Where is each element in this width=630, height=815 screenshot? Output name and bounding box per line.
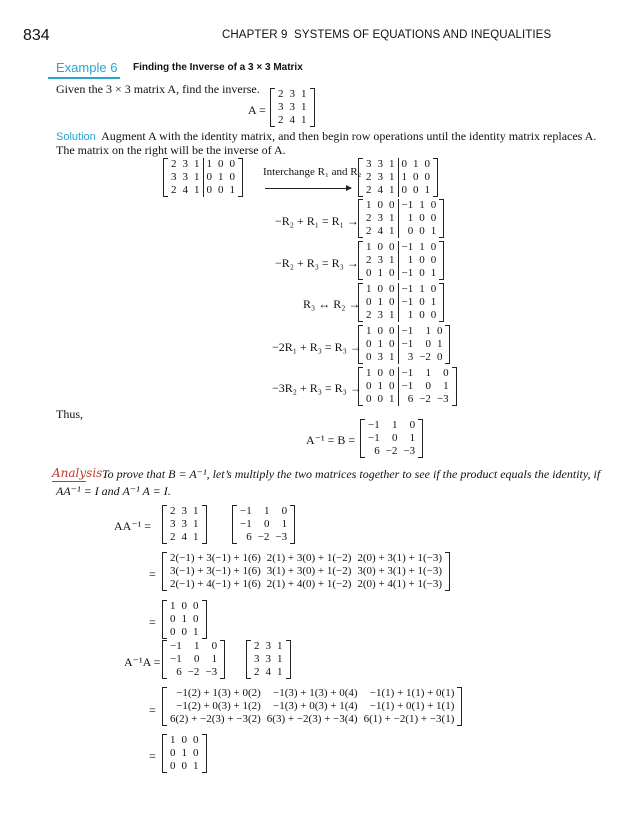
matrix-cell: 1 [419, 199, 425, 211]
matrix-cell: 0 [366, 380, 372, 392]
product-matrix-1 [162, 552, 450, 591]
matrix-cell: 1 [430, 225, 437, 237]
analysis-label: Analysis [52, 466, 103, 480]
matrix-cell: 0 [170, 613, 176, 625]
matrix-cell: 0 [419, 254, 425, 266]
eq-2: = [149, 615, 156, 629]
matrix-cell: 0 [389, 241, 395, 253]
matrix-cell: 1 [377, 338, 383, 350]
matrix-cell: 1 [193, 505, 199, 517]
augmented-matrix-3 [358, 241, 444, 280]
matrix-cell: 1 [301, 114, 307, 126]
matrix-cell: 1 [391, 419, 398, 431]
matrix-cell: 2(−1) + 3(−1) + 1(6) [170, 552, 261, 564]
matrix-cell: 1 [193, 531, 199, 543]
matrix-cell: 0 [193, 653, 200, 665]
matrix-cell: 1 [436, 338, 443, 350]
matrix-cell: 1 [193, 626, 199, 638]
matrix-cell: 1 [398, 254, 416, 267]
matrix-cell: −1(3) + 0(3) + 1(4) [273, 700, 358, 712]
matrix-a-2 [162, 505, 207, 544]
eq-1: = [149, 567, 156, 581]
matrix-cell: 0 [170, 626, 176, 638]
matrix-cell: −3 [205, 666, 218, 678]
matrix-cell: 1 [170, 734, 176, 746]
op-4: −2R₁ + R₃ = R₃ → [272, 340, 362, 354]
matrix-cell: 1 [366, 367, 372, 379]
matrix-cell: 1 [366, 325, 372, 337]
matrix-cell: 2 [366, 171, 372, 183]
matrix-cell: −2 [187, 666, 200, 678]
matrix-cell: 0 [181, 626, 187, 638]
matrix-cell: 2(1) + 4(0) + 1(−2) [266, 578, 352, 590]
matrix-cell: 1 [194, 184, 200, 196]
matrix-cell: 0 [366, 393, 372, 405]
matrix-cell: −1 [398, 283, 416, 296]
matrix-cell: 0 [430, 309, 437, 321]
matrix-cell: −1 [398, 338, 416, 351]
op-3: R₃ ↔ R₂ → [303, 297, 361, 311]
matrix-cell: 0 [211, 640, 218, 652]
matrix-cell: 1 [419, 283, 425, 295]
matrix-cell: 3 [265, 653, 271, 665]
matrix-cell: 0 [436, 351, 443, 363]
matrix-cell: 3 [181, 505, 187, 517]
matrix-cell: 4 [265, 666, 271, 678]
matrix-cell: 1 [229, 184, 235, 196]
matrix-cell: 1 [170, 600, 176, 612]
ainva-label: A⁻¹A = [124, 655, 161, 669]
matrix-cell: 0 [229, 158, 235, 170]
matrix-cell: 1 [409, 432, 416, 444]
matrix-cell: −1 [398, 325, 416, 338]
matrix-cell: −1 [368, 419, 380, 431]
matrix-cell: 1 [281, 518, 288, 530]
matrix-b-3 [162, 640, 225, 679]
matrix-cell: 0 [218, 184, 224, 196]
matrix-cell: 3 [181, 518, 187, 530]
matrix-cell: 1 [193, 760, 199, 772]
matrix-cell: 6 [176, 666, 182, 678]
eq-3: = [149, 703, 156, 717]
augmented-matrix-2 [358, 199, 444, 238]
matrix-cell: 1 [301, 88, 307, 100]
matrix-cell: 0 [377, 325, 383, 337]
matrix-cell: 3 [182, 171, 188, 183]
matrix-cell: 6 [246, 531, 252, 543]
matrix-cell: 0 [430, 241, 437, 253]
matrix-cell: 0 [170, 747, 176, 759]
matrix-cell: 4 [377, 184, 383, 196]
matrix-cell: 1 [218, 171, 224, 183]
matrix-cell: 1 [194, 171, 200, 183]
matrix-cell: −1 [398, 267, 416, 280]
matrix-cell: 2(0) + 4(1) + 1(−3) [357, 578, 442, 590]
matrix-cell: 0 [181, 600, 187, 612]
matrix-cell: 1 [389, 254, 395, 266]
arrow [265, 188, 351, 189]
matrix-cell: −2 [385, 445, 398, 457]
matrix-cell: 0 [193, 613, 199, 625]
matrix-cell: 3 [278, 101, 284, 113]
matrix-cell: −1(2) + 0(3) + 1(2) [176, 700, 261, 712]
thus-text: Thus, [56, 407, 83, 421]
matrix-cell: 1 [425, 325, 431, 337]
matrix-cell: 3 [170, 518, 176, 530]
solution-label: Solution [56, 131, 96, 143]
matrix-a-3 [246, 640, 291, 679]
matrix-cell: 0 [409, 419, 416, 431]
matrix-cell: 0 [389, 296, 395, 308]
matrix-cell: 3(−1) + 3(−1) + 1(6) [170, 565, 261, 577]
matrix-cell: −1 [240, 505, 252, 517]
matrix-cell: 1 [389, 309, 395, 321]
matrix-cell: 2 [366, 212, 372, 224]
matrix-cell: 3 [289, 101, 295, 113]
matrix-cell: 0 [413, 184, 419, 196]
matrix-cell: −1(2) + 1(3) + 0(2) [176, 687, 261, 699]
matrix-cell: −2 [419, 393, 431, 405]
matrix-cell: 3 [377, 254, 383, 266]
matrix-cell: 0 [419, 309, 425, 321]
matrix-cell: 2 [278, 88, 284, 100]
matrix-cell: 6 [374, 445, 380, 457]
matrix-cell: 0 [263, 518, 270, 530]
matrix-cell: −1(1) + 0(1) + 1(1) [369, 700, 455, 712]
matrix-cell: 0 [425, 380, 431, 392]
analysis-underline [52, 481, 86, 482]
matrix-cell: 3 [254, 653, 260, 665]
chapter-label: CHAPTER 9 [222, 29, 288, 41]
matrix-cell: 0 [377, 393, 383, 405]
matrix-cell: −1(1) + 1(1) + 0(1) [369, 687, 455, 699]
matrix-cell: 0 [389, 380, 395, 392]
matrix-cell: 0 [398, 184, 410, 197]
op-2: −R₂ + R₃ = R₃ → [275, 256, 359, 270]
matrix-cell: −1 [170, 653, 182, 665]
solution-text1: Augment A with the identity matrix, and then begin row operations until the identity matrix replaces A. [101, 129, 597, 143]
matrix-cell: 1 [389, 351, 395, 363]
aainv-label: AA⁻¹ = [114, 519, 152, 533]
matrix-cell: 0 [377, 199, 383, 211]
matrix-cell: 1 [193, 518, 199, 530]
matrix-cell: 2 [366, 309, 372, 321]
matrix-cell: 0 [430, 254, 437, 266]
matrix-cell: 0 [391, 432, 398, 444]
matrix-cell: −1(3) + 1(3) + 0(4) [273, 687, 358, 699]
matrix-cell: 1 [389, 158, 395, 170]
example-underline [48, 77, 120, 79]
matrix-cell: 1 [413, 158, 419, 170]
augmented-matrix-0 [163, 158, 243, 197]
matrix-cell: 2 [170, 531, 176, 543]
matrix-cell: −1 [398, 199, 416, 212]
matrix-cell: 2 [366, 225, 372, 237]
matrix-cell: 0 [389, 338, 395, 350]
matrix-cell: 3 [182, 158, 188, 170]
matrix-cell: 1 [389, 184, 395, 196]
matrix-cell: 2(−1) + 4(−1) + 1(6) [170, 578, 261, 590]
matrix-cell: 3 [398, 351, 416, 364]
matrix-cell: 0 [389, 267, 395, 279]
matrix-cell: 1 [366, 241, 372, 253]
matrix-cell: 1 [389, 212, 395, 224]
matrix-cell: 2 [366, 184, 372, 196]
matrix-cell: 6 [398, 393, 416, 406]
matrix-cell: 1 [377, 380, 383, 392]
matrix-cell: 0 [430, 212, 437, 224]
matrix-cell: 2 [254, 640, 260, 652]
matrix-cell: 0 [389, 199, 395, 211]
augmented-matrix-1 [358, 158, 438, 197]
matrix-cell: 0 [389, 283, 395, 295]
matrix-cell: 0 [419, 225, 425, 237]
matrix-cell: 6(2) + −2(3) + −3(2) [170, 713, 261, 725]
matrix-cell: 0 [377, 283, 383, 295]
matrix-cell: −3 [275, 531, 288, 543]
matrix-cell: 1 [430, 267, 437, 279]
matrix-cell: 0 [443, 367, 449, 379]
matrix-cell: −1 [170, 640, 182, 652]
matrix-cell: 1 [389, 171, 395, 183]
analysis-text2: AA⁻¹ = I and A⁻¹ A = I. [56, 484, 171, 498]
matrix-cell: 1 [194, 158, 200, 170]
matrix-cell: 0 [389, 367, 395, 379]
matrix-cell: 2(0) + 3(1) + 1(−3) [357, 552, 442, 564]
matrix-cell: 0 [203, 171, 215, 184]
matrix-cell: 3 [377, 212, 383, 224]
matrix-cell: 0 [419, 267, 425, 279]
matrix-cell: 1 [277, 640, 283, 652]
augmented-matrix-5 [358, 325, 450, 364]
matrix-cell: 0 [281, 505, 288, 517]
identity-matrix-2 [162, 734, 207, 773]
matrix-cell: 3 [377, 158, 383, 170]
matrix-cell: 0 [203, 184, 215, 197]
matrix-cell: 2(1) + 3(0) + 1(−2) [266, 552, 352, 564]
matrix-cell: −1 [398, 367, 416, 380]
matrix-cell: 3(0) + 3(1) + 1(−3) [357, 565, 442, 577]
matrix-cell: 1 [398, 212, 416, 225]
matrix-cell: −3 [403, 445, 416, 457]
page-number: 834 [23, 27, 50, 44]
matrix-cell: 0 [377, 367, 383, 379]
matrix-cell: 0 [218, 158, 224, 170]
matrix-cell: −1 [398, 241, 416, 254]
a-label: A = [248, 103, 266, 117]
matrix-cell: 0 [181, 734, 187, 746]
matrix-cell: 0 [430, 283, 437, 295]
matrix-cell: 4 [182, 184, 188, 196]
matrix-cell: 0 [389, 325, 395, 337]
matrix-b-2 [232, 505, 295, 544]
matrix-cell: 0 [366, 267, 372, 279]
matrix-cell: 0 [398, 225, 416, 238]
matrix-cell: 0 [193, 747, 199, 759]
analysis-text1: To prove that B = A⁻¹, let’s multiply the two matrices together to see if the product equals the identity, if [102, 467, 601, 481]
matrix-cell: 0 [193, 734, 199, 746]
matrix-cell: 0 [419, 212, 425, 224]
matrix-cell: 1 [193, 640, 200, 652]
op-5: −3R₂ + R₃ = R₃ → [272, 381, 362, 395]
matrix-cell: 1 [430, 296, 437, 308]
matrix-cell: 1 [398, 171, 410, 184]
product-matrix-2 [162, 687, 462, 726]
chapter-header [222, 29, 551, 41]
matrix-cell: 0 [181, 760, 187, 772]
matrix-cell: 0 [366, 338, 372, 350]
matrix-cell: 4 [377, 225, 383, 237]
matrix-cell: 4 [289, 114, 295, 126]
matrix-cell: 2 [171, 184, 177, 196]
matrix-cell: 1 [398, 309, 416, 322]
example-title: Finding the Inverse of a 3 × 3 Matrix [133, 62, 303, 73]
matrix-cell: 1 [203, 158, 215, 171]
matrix-cell: 2 [278, 114, 284, 126]
matrix-cell: −2 [419, 351, 431, 363]
matrix-cell: 1 [277, 653, 283, 665]
matrix-cell: 2 [170, 505, 176, 517]
matrix-cell: 0 [229, 171, 235, 183]
matrix-cell: 1 [389, 225, 395, 237]
eq-4: = [149, 749, 156, 763]
matrix-cell: 1 [424, 184, 430, 196]
matrix-cell: 3 [377, 171, 383, 183]
matrix-cell: 1 [181, 747, 187, 759]
op-1: −R₂ + R₁ = R₁ → [275, 214, 359, 228]
matrix-cell: 1 [301, 101, 307, 113]
matrix-cell: −2 [257, 531, 270, 543]
matrix-cell: 1 [389, 393, 395, 405]
matrix-b [360, 419, 423, 458]
chapter-title: SYSTEMS OF EQUATIONS AND INEQUALITIES [294, 29, 552, 41]
matrix-cell: 2 [254, 666, 260, 678]
matrix-cell: 1 [263, 505, 270, 517]
matrix-cell: 6(1) + −2(1) + −3(1) [363, 713, 455, 725]
given-text: Given the 3 × 3 matrix A, find the inverse. [56, 82, 260, 96]
matrix-cell: 3(1) + 3(0) + 1(−2) [266, 565, 352, 577]
matrix-cell: 3 [265, 640, 271, 652]
b-label: A⁻¹ = B = [306, 433, 356, 447]
matrix-cell: 0 [170, 760, 176, 772]
matrix-cell: 0 [193, 600, 199, 612]
matrix-cell: 3 [377, 351, 383, 363]
matrix-cell: 1 [443, 380, 449, 392]
matrix-cell: 3 [289, 88, 295, 100]
matrix-cell: 2 [171, 158, 177, 170]
matrix-cell: 1 [277, 666, 283, 678]
matrix-cell: −3 [436, 393, 449, 405]
example-label: Example 6 [56, 60, 118, 75]
matrix-cell: 3 [171, 171, 177, 183]
matrix-cell: 1 [377, 296, 383, 308]
matrix-cell: −1 [398, 296, 416, 309]
augmented-matrix-6 [358, 367, 457, 406]
matrix-cell: 6(3) + −2(3) + −3(4) [266, 713, 358, 725]
matrix-cell: 0 [436, 325, 443, 337]
matrix-cell: 0 [424, 171, 430, 183]
matrix-cell: −1 [398, 380, 416, 393]
matrix-cell: 1 [181, 613, 187, 625]
op-interchange: Interchange R₁ and R₂ [263, 166, 362, 178]
matrix-cell: 0 [419, 296, 425, 308]
matrix-cell: 0 [413, 171, 419, 183]
matrix-cell: 1 [366, 199, 372, 211]
identity-matrix-1 [162, 600, 207, 639]
matrix-cell: 3 [377, 309, 383, 321]
matrix-cell: 0 [430, 199, 437, 211]
matrix-cell: 0 [366, 296, 372, 308]
matrix-cell: 1 [211, 653, 218, 665]
matrix-cell: 1 [377, 267, 383, 279]
matrix-cell: 3 [366, 158, 372, 170]
solution-text2: The matrix on the right will be the inverse of A. [56, 143, 286, 157]
matrix-cell: 0 [377, 241, 383, 253]
matrix-cell: 2 [366, 254, 372, 266]
matrix-a [270, 88, 315, 127]
matrix-cell: 1 [366, 283, 372, 295]
matrix-cell: 0 [425, 338, 431, 350]
matrix-cell: −1 [368, 432, 380, 444]
matrix-cell: 1 [425, 367, 431, 379]
matrix-cell: 4 [181, 531, 187, 543]
augmented-matrix-4 [358, 283, 444, 322]
matrix-cell: 1 [419, 241, 425, 253]
matrix-cell: 0 [398, 158, 410, 171]
matrix-cell: 0 [366, 351, 372, 363]
matrix-cell: −1 [240, 518, 252, 530]
matrix-cell: 0 [424, 158, 430, 170]
